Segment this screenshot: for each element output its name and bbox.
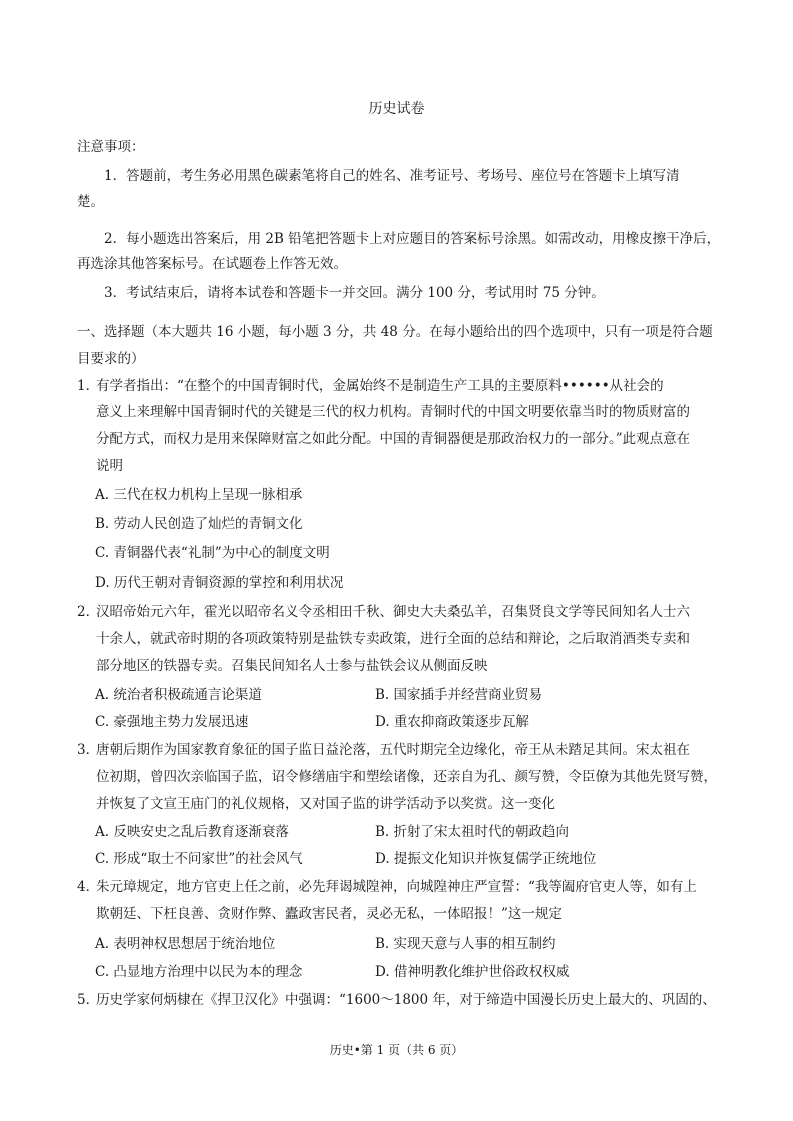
option-b[interactable]: B. 折射了宋太祖时代的朝政趋向 [375, 824, 570, 840]
option-c[interactable]: C. 凸显地方治理中以民为本的理念 [95, 964, 303, 980]
option-a[interactable]: A. 表明神权思想居于统治地位 [95, 936, 276, 952]
notice-item-3: 3．考试结束后，请将本试卷和答题卡一并交回。满分 100 分，考试用时 75 分钟。 [104, 285, 605, 301]
notice-item-1: 1．答题前，考生务必用黑色碳素笔将自己的姓名、准考证号、考场号、座位号在答题卡上填写清 [104, 168, 680, 184]
notice-item-2-cont: 再选涂其他答案标号。在试题卷上作答无效。 [77, 256, 347, 272]
option-b[interactable]: B. 国家插手并经营商业贸易 [375, 687, 543, 703]
question-text: 历史学家何炳棣在《捍卫汉化》中强调：“1600～1800 年，对于缔造中国漫长历史上最大的、巩固的、 [96, 992, 716, 1008]
question-text: 并恢复了文宣王庙门的礼仪规格，又对国子监的讲学活动予以奖赏。这一变化 [96, 796, 555, 812]
question-number: 2． [77, 604, 100, 620]
question-text: 有学者指出：“在整个的中国青铜时代，金属始终不是制造生产工具的主要原料••••••从社会的 [96, 378, 664, 394]
question-text: 位初期，曾四次亲临国子监，诏令修缮庙宇和塑绘诸像，还亲自为孔、颜写赞，令臣僚为其他先贤写赞， [96, 769, 717, 785]
question-text: 汉昭帝始元六年，霍光以昭帝名义令丞相田千秋、御史大夫桑弘羊，召集贤良文学等民间知名人士六 [96, 604, 690, 620]
option-a[interactable]: A. 统治者积极疏通言论渠道 [95, 687, 262, 703]
question-number: 1． [77, 378, 100, 394]
section-heading: 一、选择题（本大题共 16 小题，每小题 3 分，共 48 分。在每小题给出的四个选项中，只有一项是符合题 [77, 324, 713, 340]
question-number: 3． [77, 742, 100, 758]
option-c[interactable]: C. 青铜器代表“礼制”为中心的制度文明 [95, 545, 330, 561]
question-text: 朱元璋规定，地方官吏上任之前，必先拜谒城隍神，向城隍神庄严宣誓：“我等阖府官吏人等，如有上 [96, 879, 697, 895]
question-text: 意义上来理解中国青铜时代的关键是三代的权力机构。青铜时代的中国文明要依靠当时的物质财富的 [96, 404, 690, 420]
question-text: 部分地区的铁器专卖。召集民间知名人士参与盐铁会议从侧面反映 [96, 658, 488, 674]
page-footer: 历史•第 1 页（共 6 页） [329, 1043, 464, 1057]
question-text: 说明 [96, 458, 123, 474]
option-d[interactable]: D. 历代王朝对青铜资源的掌控和利用状况 [95, 575, 344, 591]
option-b[interactable]: B. 劳动人民创造了灿烂的青铜文化 [95, 516, 303, 532]
option-c[interactable]: C. 形成“取士不问家世”的社会风气 [95, 851, 303, 867]
option-b[interactable]: B. 实现天意与人事的相互制约 [375, 936, 556, 952]
option-a[interactable]: A. 反映安史之乱后教育逐渐衰落 [95, 824, 289, 840]
notice-heading: 注意事项： [77, 139, 145, 155]
option-c[interactable]: C. 豪强地主势力发展迅速 [95, 714, 249, 730]
question-number: 4． [77, 879, 100, 895]
question-text: 唐朝后期作为国家教育象征的国子监日益沦落，五代时期完全边缘化，帝王从未踏足其间。宋太祖在 [96, 742, 690, 758]
exam-title: 历史试卷 [368, 101, 425, 117]
question-text: 分配方式，而权力是用来保障财富之如此分配。中国的青铜器便是那政治权力的一部分。”此观点意在 [96, 431, 691, 447]
option-d[interactable]: D. 借神明教化维护世俗政权权威 [375, 964, 570, 980]
notice-item-2: 2．每小题选出答案后，用 2B 铅笔把答题卡上对应题目的答案标号涂黑。如需改动，用橡皮擦干净后， [104, 231, 721, 247]
question-text: 欺朝廷、下枉良善、贪财作弊、蠹政害民者，灵必无私，一体昭报！”这一规定 [96, 906, 562, 922]
section-heading-cont: 目要求的） [77, 351, 145, 367]
question-text: 十余人，就武帝时期的各项政策特别是盐铁专卖政策，进行全面的总结和辩论，之后取消酒类专卖和 [96, 631, 690, 647]
question-number: 5． [77, 992, 100, 1008]
option-a[interactable]: A. 三代在权力机构上呈现一脉相承 [95, 487, 303, 503]
option-d[interactable]: D. 重农抑商政策逐步瓦解 [375, 714, 529, 730]
option-d[interactable]: D. 提振文化知识并恢复儒学正统地位 [375, 851, 597, 867]
notice-item-1-cont: 楚。 [77, 194, 104, 210]
